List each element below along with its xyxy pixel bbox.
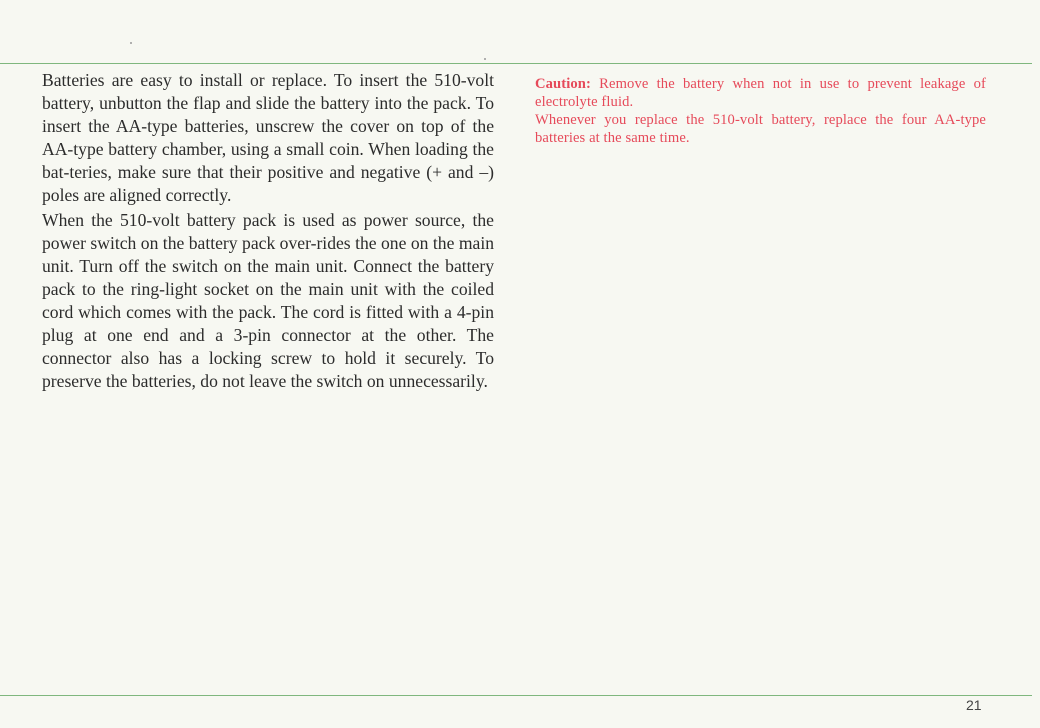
bottom-rule — [0, 695, 1032, 696]
replace-batteries-note: Whenever you replace the 510-volt battery, replace the four AA-type batteries at the same time. — [535, 112, 986, 146]
main-text-column — [42, 69, 494, 396]
paragraph-battery-install: Batteries are easy to install or replace. To insert the 510-volt battery, unbutton the flap and slide the battery into the pack. To insert the AA-type batteries, unscrew the cover on top of the AA-type battery chamber, using a small coin. When loading the bat-teries, make sure that their positive and negative (+ and –) poles are aligned correctly. — [42, 70, 494, 205]
caution-note — [535, 75, 986, 147]
paper-speck — [484, 58, 486, 60]
caution-label: Caution: — [535, 76, 591, 92]
paper-speck — [130, 42, 132, 44]
caution-paragraph — [535, 75, 986, 111]
caution-text: Remove the battery when not in use to prevent leakage of electrolyte fluid. — [535, 76, 986, 110]
top-rule — [0, 63, 1032, 64]
page-number: 21 — [966, 697, 982, 713]
paragraph-power-source: When the 510-volt battery pack is used as power source, the power switch on the battery pack over-rides the one on the main unit. Turn off the switch on the main unit. Connect the battery pack to the ring-light socket on the main unit with the coiled cord which comes with the pack. The cord is fitted with a 4-pin plug at one end and a 3-pin connector at the other. The connector also has a locking screw to hold it securely. To preserve the batteries, do not leave the switch on unnecessarily. — [42, 210, 494, 391]
